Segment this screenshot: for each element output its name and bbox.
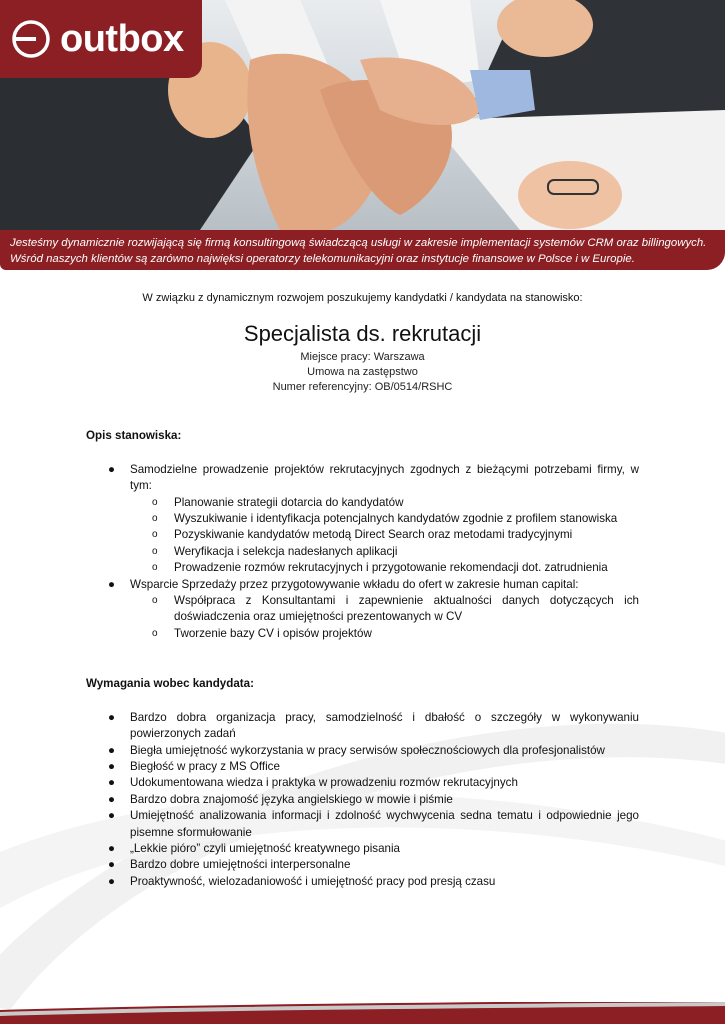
sub-bullet: o bbox=[152, 627, 158, 639]
list-item-text: Bardzo dobra znajomość języka angielskiego w mowie i piśmie bbox=[130, 792, 453, 806]
list-item-text: „Lekkie pióro” czyli umiejętność kreatywnego pisania bbox=[130, 841, 401, 855]
list-item-text: Samodzielne prowadzenie projektów rekrutacyjnych zgodnych z bieżącymi potrzebami firmy, w tym: bbox=[130, 462, 639, 493]
sub-bullet: o bbox=[152, 562, 158, 574]
list-item bbox=[86, 759, 639, 775]
intro-text: W związku z dynamicznym rozwojem poszukujemy kandydatki / kandydata na stanowisko: bbox=[142, 292, 583, 304]
bullet: ● bbox=[108, 759, 116, 773]
list-item-text: Bardzo dobra organizacja pracy, samodzielność i dbałość o szczegóły w wykonywaniu powierzonych zadań bbox=[130, 710, 639, 741]
list-item-text: Biegłość w pracy z MS Office bbox=[130, 759, 280, 773]
sub-list bbox=[130, 495, 639, 577]
sub-bullet: o bbox=[152, 529, 158, 541]
job-posting bbox=[86, 290, 639, 890]
sub-list-item bbox=[130, 527, 639, 543]
contract-type: Umowa na zastępstwo bbox=[307, 366, 418, 379]
list-item bbox=[86, 577, 639, 643]
list-item-text: Bardzo dobre umiejętności interpersonalne bbox=[130, 858, 351, 872]
list-item-text: Biegła umiejętność wykorzystania w pracy serwisów społecznościowych dla profesjonalistów bbox=[130, 743, 605, 757]
list-item bbox=[86, 743, 639, 759]
requirements-list bbox=[86, 710, 639, 890]
bullet: ● bbox=[108, 792, 116, 806]
work-location: Miejsce pracy: Warszawa bbox=[300, 351, 425, 364]
list-item bbox=[86, 792, 639, 808]
sub-list-item-text: Wyszukiwanie i identyfikacja potencjalnych kandydatów zgodnie z profilem stanowiska bbox=[174, 512, 618, 526]
requirements-heading: Wymagania wobec kandydata: bbox=[86, 677, 254, 691]
bullet: ● bbox=[108, 841, 116, 855]
list-item bbox=[86, 841, 639, 857]
logo[interactable] bbox=[0, 0, 202, 78]
reference-number: Numer referencyjny: OB/0514/RSHC bbox=[272, 381, 453, 394]
bullet: ● bbox=[108, 858, 116, 872]
list-item bbox=[86, 874, 639, 890]
outbox-logo-icon bbox=[10, 18, 52, 60]
list-item bbox=[86, 808, 639, 841]
description-heading: Opis stanowiska: bbox=[86, 429, 182, 443]
sub-bullet: o bbox=[152, 595, 158, 607]
list-item bbox=[86, 710, 639, 743]
sub-list-item bbox=[130, 560, 639, 576]
description-list bbox=[86, 462, 639, 642]
list-item-text: Wsparcie Sprzedaży przez przygotowywanie wkładu do ofert w zakresie human capital: bbox=[130, 577, 579, 591]
sub-list-item-text: Pozyskiwanie kandydatów metodą Direct Search oraz metodami tradycyjnymi bbox=[174, 528, 573, 542]
sub-bullet: o bbox=[152, 545, 158, 557]
bullet: ● bbox=[108, 462, 116, 476]
list-item bbox=[86, 775, 639, 791]
list-item-text: Udokumentowana wiedza i praktyka w prowadzeniu rozmów rekrutacyjnych bbox=[130, 776, 518, 790]
sub-list-item bbox=[130, 593, 639, 626]
tagline-line-2: Wśród naszych klientów są zarówno najwięksi operatorzy telekomunikacyjni oraz instytucje finansowe w Polsce i w Europie. bbox=[10, 253, 635, 265]
brand-name: outbox bbox=[60, 17, 184, 60]
list-item bbox=[86, 857, 639, 873]
sub-list-item-text: Tworzenie bazy CV i opisów projektów bbox=[174, 626, 372, 640]
sub-list-item-text: Planowanie strategii dotarcia do kandydatów bbox=[174, 495, 404, 509]
bullet: ● bbox=[108, 809, 116, 823]
sub-bullet: o bbox=[152, 513, 158, 525]
job-title: Specjalista ds. rekrutacji bbox=[243, 321, 482, 347]
sub-list-item bbox=[130, 495, 639, 511]
bullet: ● bbox=[108, 874, 116, 888]
bullet: ● bbox=[108, 743, 116, 757]
sub-list-item-text: Współpraca z Konsultantami i zapewnienie aktualności danych dotyczących ich doświadczenia oraz umiejętności prezentowanych w CV bbox=[174, 594, 639, 624]
bullet: ● bbox=[108, 776, 116, 790]
sub-list bbox=[130, 593, 639, 642]
header-banner bbox=[0, 0, 725, 270]
sub-list-item-text: Weryfikacja i selekcja nadesłanych aplikacji bbox=[174, 544, 398, 558]
footer-bar bbox=[0, 1002, 725, 1024]
list-item-text: Umiejętność analizowania informacji i zdolność wychwycenia sedna tematu i odpowiednie jego pisemne sformułowanie bbox=[130, 809, 639, 839]
bullet: ● bbox=[108, 577, 116, 591]
list-item-text: Proaktywność, wielozadaniowość i umiejętność pracy pod presją czasu bbox=[130, 874, 496, 888]
sub-bullet: o bbox=[152, 496, 158, 508]
bullet: ● bbox=[108, 710, 116, 724]
sub-list-item bbox=[130, 626, 639, 642]
list-item bbox=[86, 462, 639, 577]
sub-list-item bbox=[130, 511, 639, 527]
company-tagline bbox=[0, 230, 725, 270]
tagline-line-1: Jesteśmy dynamicznie rozwijającą się firmą konsultingową świadczącą usługi w zakresie implementacji systemów CRM oraz billingowych. bbox=[10, 237, 707, 249]
sub-list-item bbox=[130, 544, 639, 560]
sub-list-item-text: Prowadzenie rozmów rekrutacyjnych i przygotowanie rekomendacji dot. zatrudnienia bbox=[174, 561, 608, 575]
